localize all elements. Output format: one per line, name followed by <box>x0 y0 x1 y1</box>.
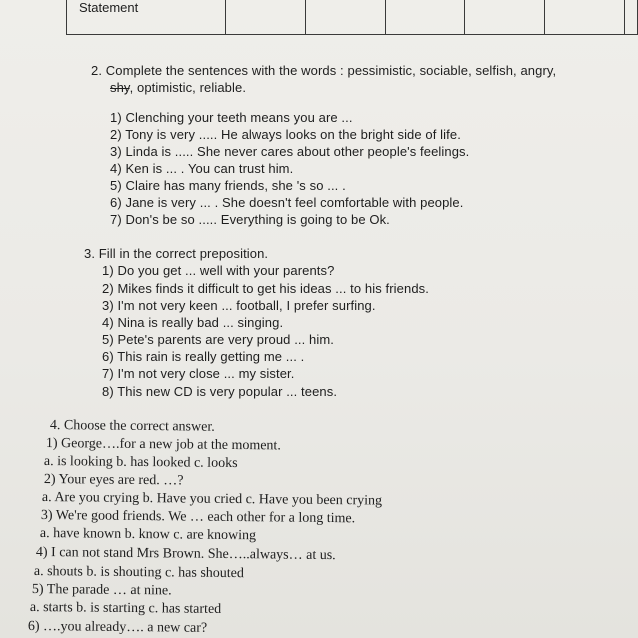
section4-line: a. is looking b. has looked c. looks <box>43 454 238 472</box>
statement-table <box>66 0 638 35</box>
section2-item: 5) Claire has many friends, she 's so ... . <box>110 178 346 193</box>
section4-line: 4) I can not stand Mrs Brown. She…..always… at us. <box>35 545 336 564</box>
table-cell <box>625 0 638 35</box>
section4-line: a. starts b. is starting c. has started <box>29 600 222 618</box>
section2-item: 6) Jane is very ... . She doesn't feel comfortable with people. <box>110 195 464 210</box>
reliable-word: reliable <box>199 80 243 95</box>
struck-word: shy <box>110 80 130 95</box>
section3-item: 1) Do you get ... well with your parents? <box>102 263 335 278</box>
section3-item: 5) Pete's parents are very proud ... him. <box>102 332 335 347</box>
section2-item: 7) Don's be so ..... Everything is going to be Ok. <box>110 212 390 227</box>
section4-line: 2) Your eyes are red. …? <box>43 472 184 489</box>
table-cell <box>226 0 306 35</box>
section3-item: 3) I'm not very keen ... football, I prefer surfing. <box>102 298 376 313</box>
section2-item: 3) Linda is ..... She never cares about other people's feelings. <box>110 144 470 159</box>
section3-item: 8) This new CD is very popular ... teens. <box>102 384 338 399</box>
section4-intro: 4. Choose the correct answer. <box>49 418 215 435</box>
section3-intro: 3. Fill in the correct preposition. <box>84 246 269 261</box>
section3-item: 6) This rain is really getting me ... . <box>102 349 305 364</box>
section4-line: a. Are you crying b. Have you cried c. Have you been crying <box>41 490 383 509</box>
table-cell <box>385 0 465 35</box>
section4-line: a. shouts b. is shouting c. has shouted <box>33 564 244 582</box>
section2-item: 4) Ken is ... . You can trust him. <box>110 161 294 176</box>
section2-words-line2: shy, optimistic, reliable. <box>110 80 247 95</box>
table-cell <box>465 0 545 35</box>
table-cell <box>545 0 625 35</box>
section4-line: 5) The parade … at nine. <box>31 582 172 599</box>
section2-item: 2) Tony is very ..... He always looks on the bright side of life. <box>110 127 461 142</box>
section3-item: 4) Nina is really bad ... singing. <box>102 315 284 330</box>
table-cell <box>305 0 385 35</box>
section3-item: 2) Mikes finds it difficult to get his ideas ... to his friends. <box>102 281 429 296</box>
statement-header-cell <box>67 0 226 35</box>
section2-item: 1) Clenching your teeth means you are ... <box>110 110 353 125</box>
statement-label: Statement <box>79 0 139 15</box>
section3-item: 7) I'm not very close ... my sister. <box>102 366 295 381</box>
section4-line: 6) ….you already…. a new car? <box>27 619 208 636</box>
section4-line: 1) George….for a new job at the moment. <box>45 436 281 454</box>
section4-line: 3) We're good friends. We … each other for a long time. <box>40 508 356 527</box>
section2-intro: 2. Complete the sentences with the words : pessimistic, sociable, selfish, angry, <box>91 63 557 78</box>
section4-line: a. have known b. know c. are knowing <box>39 526 257 544</box>
